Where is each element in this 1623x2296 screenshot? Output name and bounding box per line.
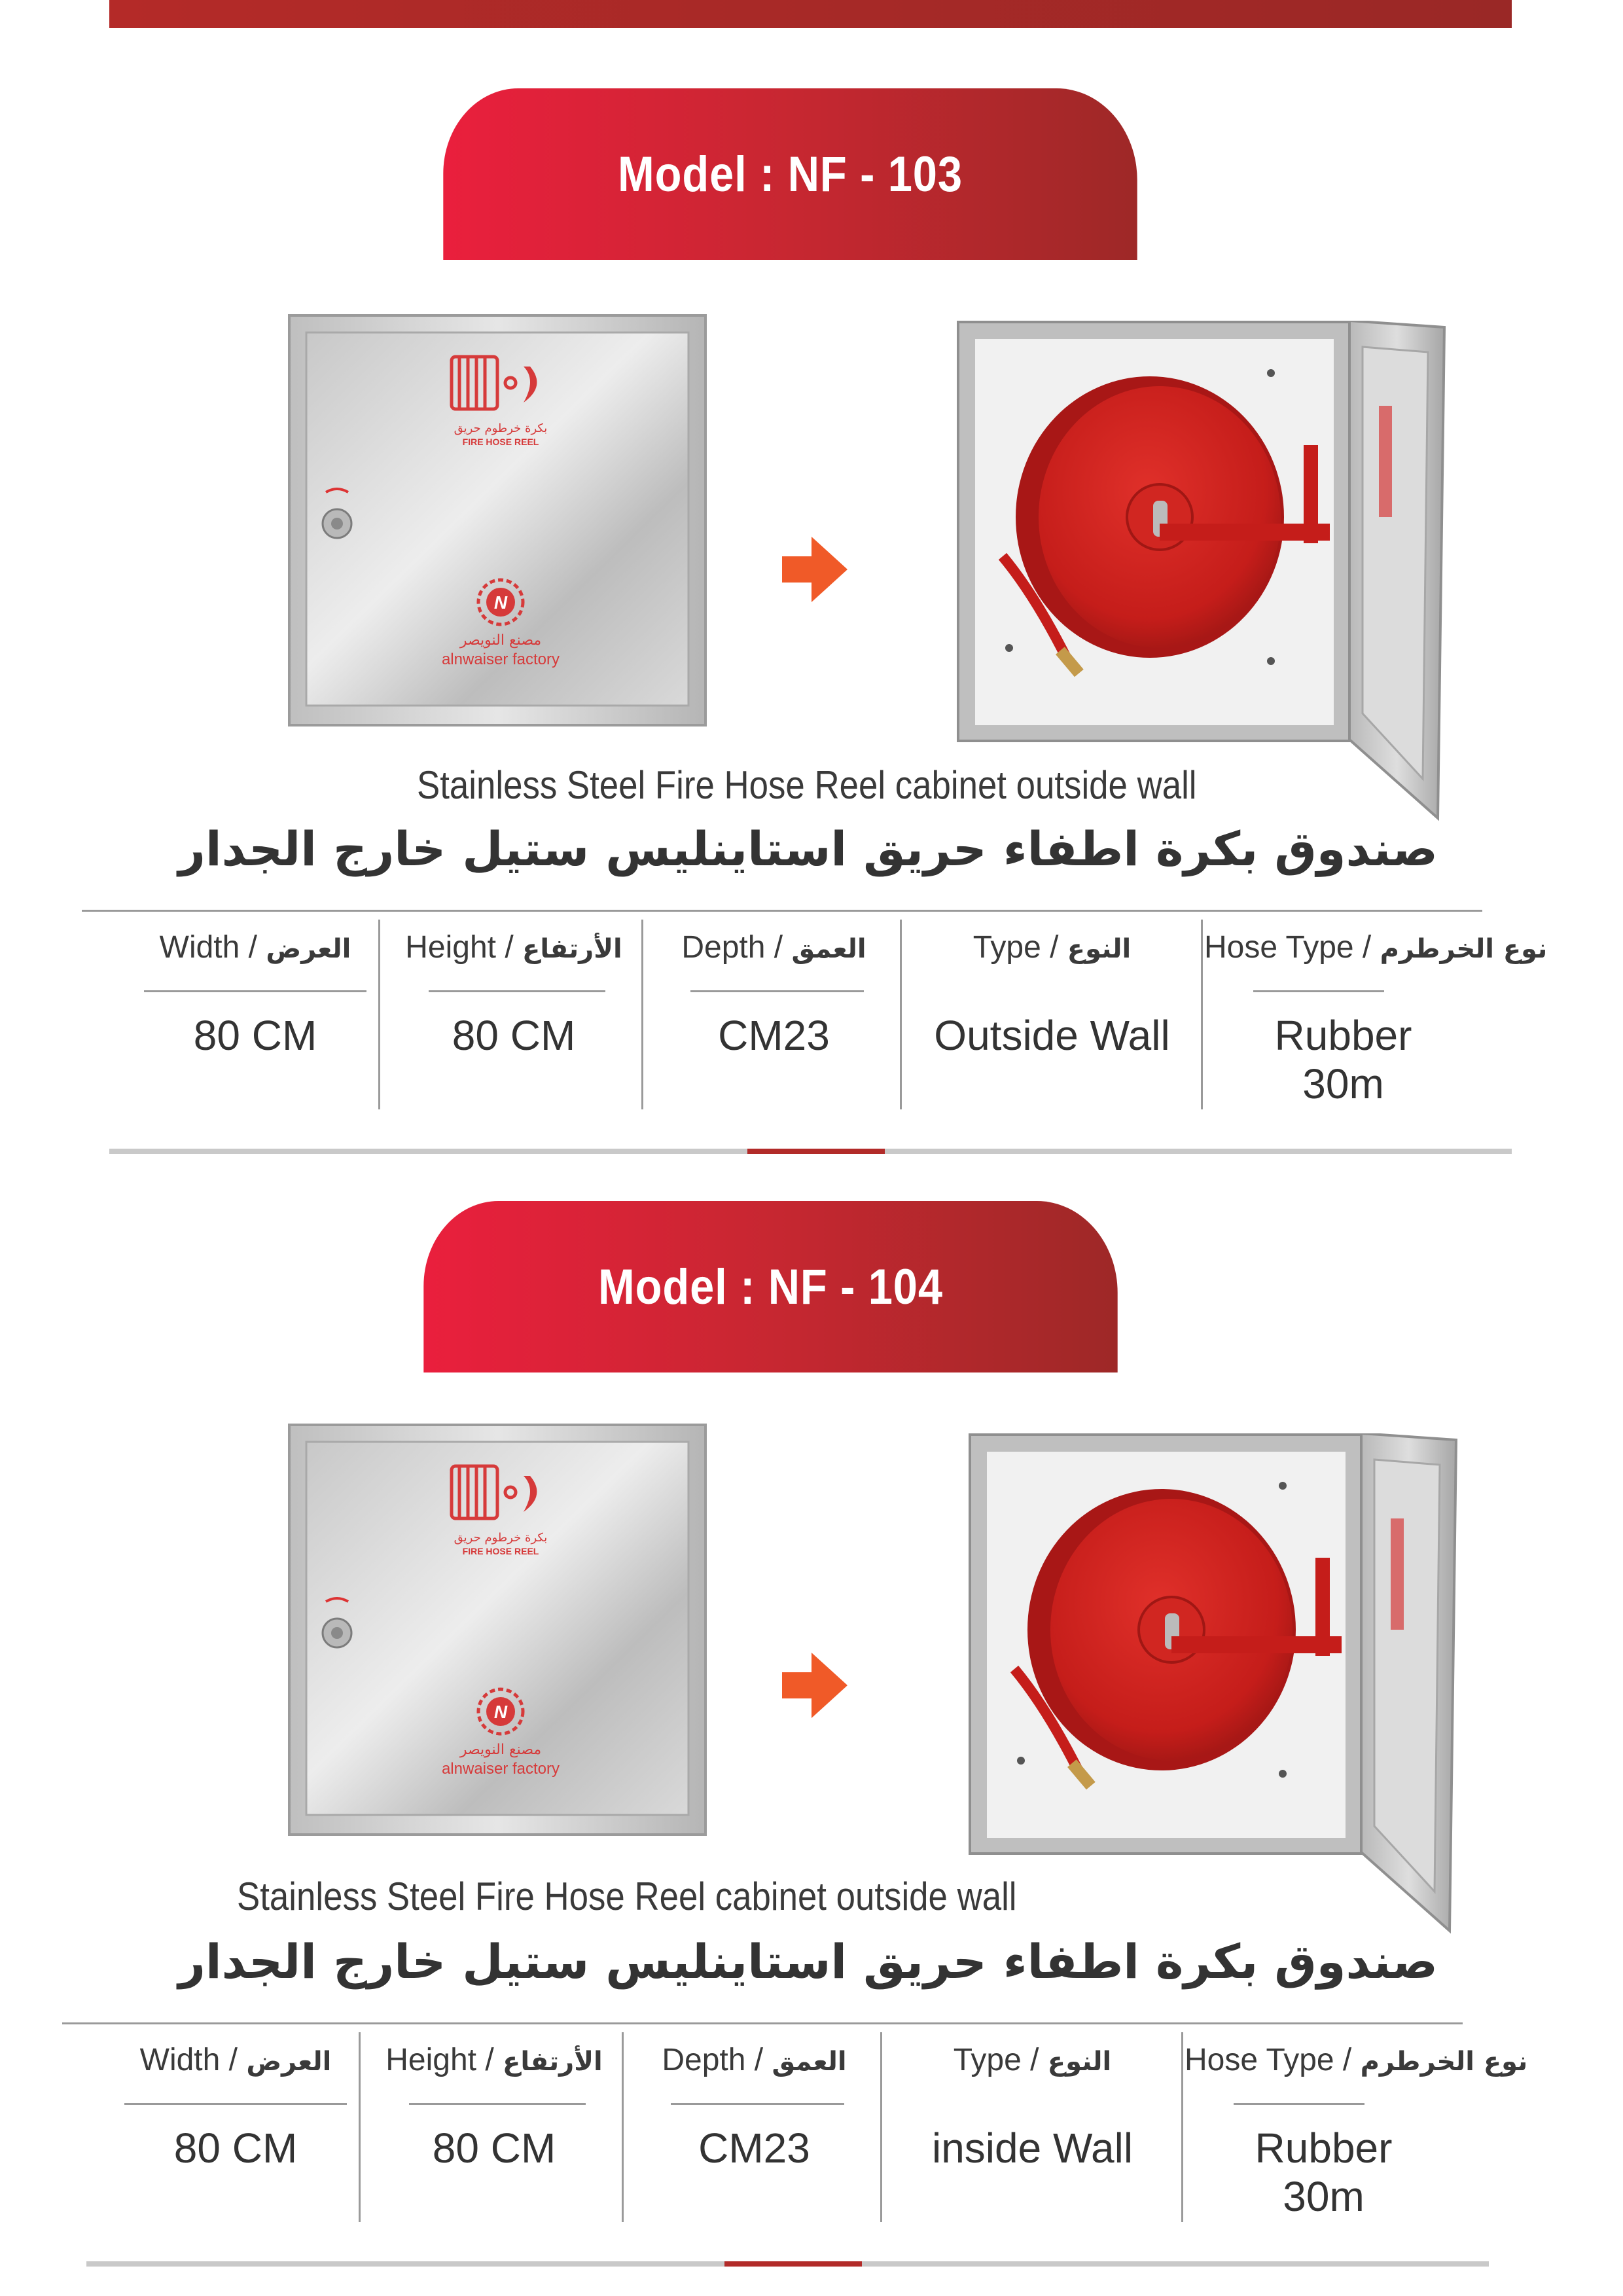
product-title-ar: صندوق بكرة اطفاء حريق استاينليس ستيل خارج الجدار — [178, 1934, 1438, 1989]
svg-text:N: N — [493, 1702, 508, 1722]
spec-depth: Depth / العمق CM23 — [625, 2026, 883, 2222]
svg-text:مصنع النويصر: مصنع النويصر — [459, 1742, 542, 1758]
specs-table — [82, 913, 1548, 1109]
spec-hose-type: Hose Type / نوع الخرطرم Rubber 30m — [1185, 2043, 1528, 2220]
model-banner — [443, 88, 1137, 260]
product-section-2 — [0, 1113, 1623, 2225]
spec-hose-type: Hose Type / نوع الخرطرم Rubber 30m — [1204, 930, 1548, 1107]
specs-top-rule — [62, 2022, 1463, 2024]
closed-cabinet-photo — [288, 1424, 707, 1836]
spec-value: CM23 — [698, 2125, 810, 2172]
product-title-en: Stainless Steel Fire Hose Reel cabinet outside wall — [237, 1874, 1017, 1918]
open-cabinet-photo — [957, 321, 1448, 828]
spec-value: Rubber 30m — [1274, 1012, 1412, 1107]
spec-value: inside Wall — [931, 2125, 1133, 2172]
svg-text:بكرة خرطوم حريق: بكرة خرطوم حريق — [454, 422, 548, 435]
spec-height: Height / الأرتفاع 80 CM — [383, 913, 645, 1109]
product-section-1 — [0, 0, 1623, 1113]
arrow-right-icon — [779, 1649, 851, 1721]
specs-table — [62, 2026, 1528, 2222]
spec-width: Width / العرض 80 CM — [121, 913, 389, 1109]
spec-value: 80 CM — [193, 1012, 317, 1059]
section-divider — [86, 2261, 1489, 2267]
svg-text:FIRE HOSE REEL: FIRE HOSE REEL — [462, 437, 539, 447]
product-title-ar: صندوق بكرة اطفاء حريق استاينليس ستيل خارج الجدار — [178, 821, 1438, 876]
product-title-en: Stainless Steel Fire Hose Reel cabinet outside wall — [417, 763, 1197, 807]
spec-depth: Depth / العمق CM23 — [645, 913, 903, 1109]
model-title: Model : NF - 104 — [598, 1259, 943, 1315]
spec-width: Width / العرض 80 CM — [101, 2026, 370, 2222]
svg-text:N: N — [493, 592, 508, 613]
svg-text:FIRE HOSE REEL: FIRE HOSE REEL — [462, 1546, 539, 1556]
svg-text:بكرة خرطوم حريق: بكرة خرطوم حريق — [454, 1531, 548, 1545]
spec-type: Type / النوع inside Wall — [883, 2026, 1181, 2222]
svg-text:alnwaiser factory: alnwaiser factory — [441, 1760, 560, 1778]
spec-height: Height / الأرتفاع 80 CM — [363, 2026, 625, 2222]
model-banner — [423, 1201, 1117, 1372]
spec-value: Rubber 30m — [1255, 2125, 1393, 2220]
spec-value: CM23 — [718, 1012, 830, 1059]
closed-cabinet-photo — [288, 314, 707, 726]
spec-value: 80 CM — [432, 2125, 556, 2172]
specs-top-rule — [82, 910, 1482, 912]
arrow-right-icon — [779, 533, 851, 605]
open-cabinet-photo — [969, 1433, 1459, 1941]
model-title: Model : NF - 103 — [618, 146, 963, 202]
spec-value: 80 CM — [173, 2125, 298, 2172]
svg-text:مصنع النويصر: مصنع النويصر — [459, 632, 542, 649]
spec-value: Outside Wall — [934, 1012, 1170, 1059]
spec-type: Type / النوع Outside Wall — [903, 913, 1201, 1109]
spec-value: 80 CM — [452, 1012, 576, 1059]
svg-text:alnwaiser factory: alnwaiser factory — [441, 651, 560, 668]
